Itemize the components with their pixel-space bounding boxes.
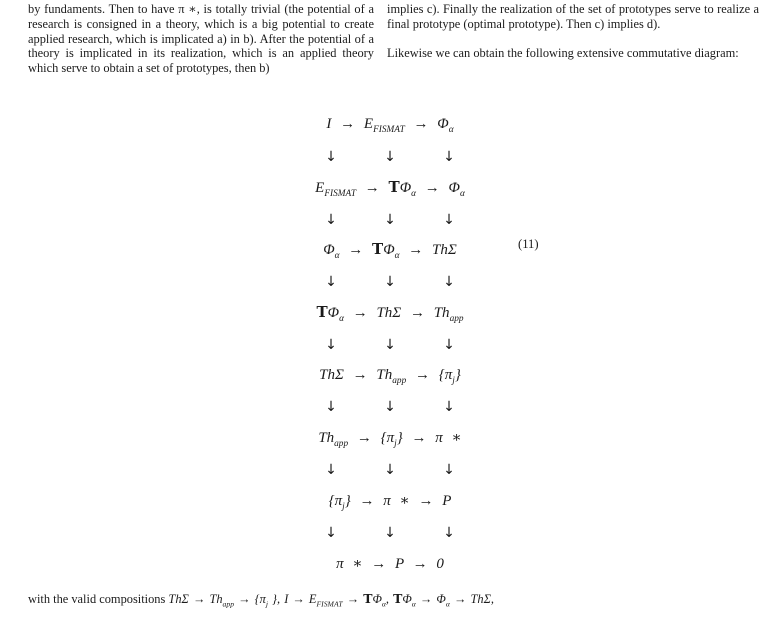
commutative-diagram xyxy=(20,110,760,579)
diagram-row-7 xyxy=(20,486,760,517)
down-arrow-icon: ↓ xyxy=(384,461,396,478)
down-arrow-icon: ↓ xyxy=(384,336,396,353)
down-arrow-icon: ↓ xyxy=(325,461,337,478)
left-paragraph: by fundaments. Then to have π ∗, is totally trivial (the potential of a research is consigned in a theory, which is a big potential to create applied research, which is implicated a) in b). After the potential of a theory is implicated in its realization, which is an applied theory which serve to obtain a set of prototypes, then b) xyxy=(28,2,374,76)
down-arrow-icon: ↓ xyxy=(325,524,337,541)
diagram-row-2 xyxy=(20,173,760,204)
down-arrow-icon: ↓ xyxy=(443,336,455,353)
diagram-row-5-formula: $Th\Sigma \to Th_{app} \to \{\pi_j\}$ xyxy=(319,366,461,386)
down-arrow-icon: ↓ xyxy=(443,148,455,165)
down-arrow-icon: ↓ xyxy=(325,274,337,291)
diagram-row-3-formula: $\Phi_\alpha \to T\Phi_\alpha \to Th\Sigma$ xyxy=(323,240,457,262)
right-paragraph-1: implies c). Finally the realization of the set of prototypes serve to realize a final prototype (optimal prototype). Then c) implies d). xyxy=(387,2,759,31)
arrow-row-3 xyxy=(20,266,760,297)
arrow-row-4 xyxy=(20,329,760,360)
down-arrow-icon: ↓ xyxy=(443,399,455,416)
diagram-row-6-formula: $Th_{app} \to \{\pi_j\} \to \pi$ ∗ xyxy=(318,430,462,450)
diagram-row-8 xyxy=(20,548,760,579)
equation-number: (11) xyxy=(518,237,539,251)
down-arrow-icon: ↓ xyxy=(325,148,337,165)
down-arrow-icon: ↓ xyxy=(384,524,396,541)
footer-text xyxy=(28,591,494,608)
arrow-row-7 xyxy=(20,517,760,548)
down-arrow-icon: ↓ xyxy=(384,148,396,165)
down-arrow-icon: ↓ xyxy=(443,211,455,228)
down-arrow-icon: ↓ xyxy=(325,399,337,416)
diagram-row-2-formula: $E_{FISMAT} \to T\Phi_\alpha \to \Phi_\alpha$ xyxy=(315,177,465,199)
down-arrow-icon: ↓ xyxy=(443,274,455,291)
diagram-row-4-formula: $T\Phi_\alpha \to Th\Sigma \to Th_{app}$ xyxy=(316,302,464,324)
column-right xyxy=(387,2,759,76)
column-left xyxy=(28,2,374,76)
down-arrow-icon: ↓ xyxy=(325,336,337,353)
text-columns xyxy=(28,2,759,76)
arrow-row-6 xyxy=(20,454,760,485)
diagram-row-5 xyxy=(20,360,760,391)
down-arrow-icon: ↓ xyxy=(384,211,396,228)
footer-math: $Th\Sigma \to Th_{app} \to \{\pi_j$ }, $I \to E_{FISMAT} \to T\Phi_\alpha$, $T\Phi_\alpha \to \Phi_\alpha \to Th\Sigma$, xyxy=(168,591,495,609)
down-arrow-icon: ↓ xyxy=(443,524,455,541)
down-arrow-icon: ↓ xyxy=(384,399,396,416)
diagram-row-1-formula: $I \to E_{FISMAT} \to \Phi_\alpha$ xyxy=(326,116,454,136)
arrow-row-1 xyxy=(20,141,760,172)
arrow-row-5 xyxy=(20,392,760,423)
arrow-row-2 xyxy=(20,204,760,235)
right-paragraph-2: Likewise we can obtain the following extensive commutative diagram: xyxy=(387,46,739,61)
footer-prefix: with the valid compositions xyxy=(28,592,169,606)
diagram-row-8-formula: π ∗ → P → 0 xyxy=(336,556,444,573)
down-arrow-icon: ↓ xyxy=(325,211,337,228)
diagram-row-1 xyxy=(20,110,760,141)
diagram-row-7-formula: $\{\pi_j\} \to \pi$ ∗ → P xyxy=(328,492,452,512)
down-arrow-icon: ↓ xyxy=(384,274,396,291)
diagram-row-3 xyxy=(20,235,760,266)
diagram-row-6 xyxy=(20,423,760,454)
diagram-row-4 xyxy=(20,298,760,329)
down-arrow-icon: ↓ xyxy=(443,461,455,478)
